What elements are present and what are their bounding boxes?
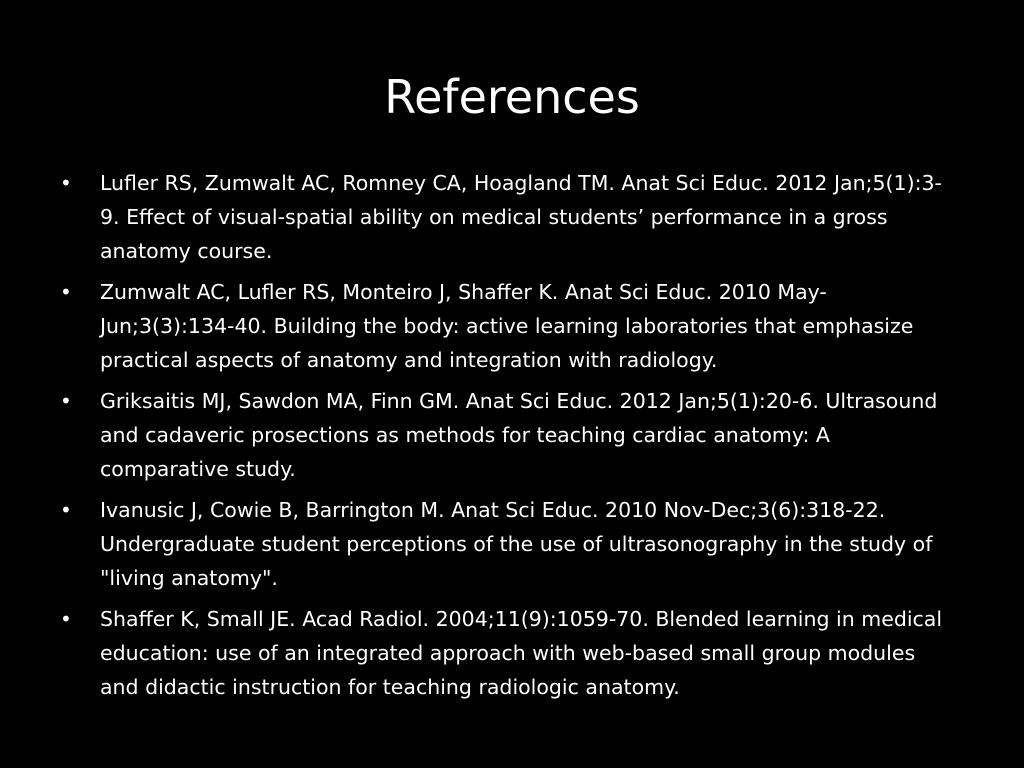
- reference-text: Ivanusic J, Cowie B, Barrington M. Anat Sci Educ. 2010 Nov-Dec;3(6):318-22. Undergraduate student perceptions of the use of ultrasonography in the study of "living anatomy".: [100, 498, 933, 590]
- bullet-icon: •: [60, 607, 72, 631]
- reference-text: Shaffer K, Small JE. Acad Radiol. 2004;11(9):1059-70. Blended learning in medical education: use of an integrated approach with web-based small group modules and didactic instruction for teaching radiologic anatomy.: [100, 607, 943, 699]
- slide-title: References: [384, 70, 640, 124]
- reference-text: Zumwalt AC, Lufler RS, Monteiro J, Shaffer K. Anat Sci Educ. 2010 May-Jun;3(3):134-40. Building the body: active learning laboratories that emphasize practical aspects of anatomy and integration with radiology.: [100, 280, 914, 372]
- reference-item: [60, 493, 945, 595]
- reference-item: [60, 166, 945, 268]
- reference-text: Griksaitis MJ, Sawdon MA, Finn GM. Anat Sci Educ. 2012 Jan;5(1):20-6. Ultrasound and cadaveric prosections as methods for teaching cardiac anatomy: A comparative study.: [100, 389, 938, 481]
- bullet-icon: •: [60, 498, 72, 522]
- reference-item: [60, 384, 945, 486]
- bullet-icon: •: [60, 280, 72, 304]
- reference-item: [60, 275, 945, 377]
- reference-text: Lufler RS, Zumwalt AC, Romney CA, Hoagland TM. Anat Sci Educ. 2012 Jan;5(1):3-9. Effect of visual-spatial ability on medical students’ performance in a gross anatomy course.: [100, 171, 942, 263]
- bullet-icon: •: [60, 389, 72, 413]
- reference-list: [60, 166, 945, 711]
- bullet-icon: •: [60, 171, 72, 195]
- reference-item: [60, 602, 945, 704]
